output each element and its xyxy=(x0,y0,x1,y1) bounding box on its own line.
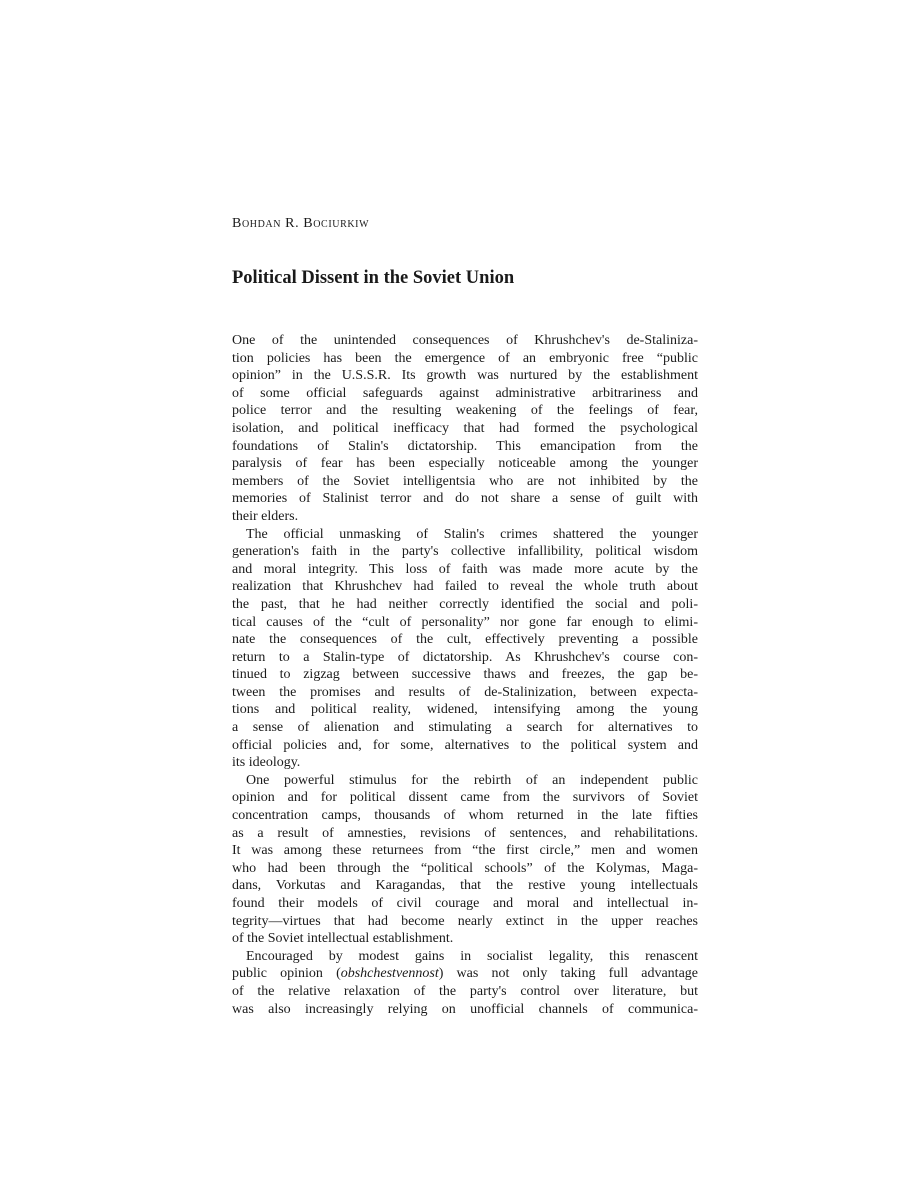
text-line: police terror and the resulting weakening of the feelings of fear, xyxy=(232,403,698,419)
text-line: generation's faith in the party's collective infallibility, political wisdom xyxy=(232,544,698,560)
text-line: Encouraged by modest gains in socialist legality, this renascent xyxy=(246,948,698,964)
text-line: One of the unintended consequences of Khrushchev's de-Staliniza- xyxy=(232,333,698,348)
text-line: of the relative relaxation of the party's control over literature, but xyxy=(232,983,698,999)
text-line: opinion and for political dissent came from the survivors of Soviet xyxy=(232,790,698,806)
text-line: memories of Stalinist terror and do not share a sense of guilt with xyxy=(232,491,698,507)
text-line: as a result of amnesties, revisions of sentences, and rehabilitations. xyxy=(232,825,698,841)
article-body xyxy=(232,332,698,1018)
text-line: return to a Stalin-type of dictatorship. As Khrushchev's course con- xyxy=(232,649,698,665)
text-line: tween the promises and results of de-Stalinization, between expecta- xyxy=(232,684,698,700)
text-line: dans, Vorkutas and Karagandas, that the restive young intellectuals xyxy=(232,878,698,894)
text-line: tions and political reality, widened, intensifying among the young xyxy=(232,702,698,718)
article-title: Political Dissent in the Soviet Union xyxy=(232,268,515,288)
text-line: was also increasingly relying on unofficial channels of communica- xyxy=(232,1001,698,1017)
text-line: their elders. xyxy=(232,508,299,524)
text-line: realization that Khrushchev had failed to reveal the whole truth about xyxy=(232,579,698,595)
text-line: concentration camps, thousands of whom returned in the late fifties xyxy=(232,808,698,824)
text-line: a sense of alienation and stimulating a search for alternatives to xyxy=(232,720,698,736)
text-line xyxy=(232,965,698,983)
text-line: opinion” in the U.S.S.R. Its growth was nurtured by the establishment xyxy=(232,368,698,384)
italic-term: obshchestvennost xyxy=(340,966,439,982)
text-line: paralysis of fear has been especially noticeable among the younger xyxy=(232,456,698,472)
text-line: and moral integrity. This loss of faith was made more acute by the xyxy=(232,561,698,577)
text-segment: ) was not only taking full advantage xyxy=(438,966,698,982)
text-line: It was among these returnees from “the first circle,” men and women xyxy=(232,843,698,859)
text-line: of the Soviet intellectual establishment. xyxy=(232,931,454,947)
text-line: nate the consequences of the cult, effectively preventing a possible xyxy=(232,632,698,648)
text-line: who had been through the “political schools” of the Kolymas, Maga- xyxy=(232,860,698,876)
text-line: The official unmasking of Stalin's crimes shattered the younger xyxy=(246,526,698,542)
author-name: Bohdan R. Bociurkiw xyxy=(232,216,370,231)
text-line: tical causes of the “cult of personality” nor gone far enough to elimi- xyxy=(232,614,698,630)
text-segment: public opinion ( xyxy=(232,966,341,982)
text-line: isolation, and political inefficacy that had formed the psychological xyxy=(232,420,698,436)
text-line: One powerful stimulus for the rebirth of an independent public xyxy=(246,772,698,788)
text-line: tinued to zigzag between successive thaws and freezes, the gap be- xyxy=(232,667,698,683)
text-line: tegrity—virtues that had become nearly extinct in the upper reaches xyxy=(232,913,698,929)
text-line: its ideology. xyxy=(232,755,301,771)
text-line: tion policies has been the emergence of an embryonic free “public xyxy=(232,350,698,366)
text-line: foundations of Stalin's dictatorship. This emancipation from the xyxy=(232,438,698,454)
text-line: the past, that he had neither correctly identified the social and poli- xyxy=(232,596,698,612)
text-line: of some official safeguards against administrative arbitrariness and xyxy=(232,385,698,401)
text-line: official policies and, for some, alternatives to the political system and xyxy=(232,737,698,753)
text-line: members of the Soviet intelligentsia who are not inhibited by the xyxy=(232,473,698,489)
text-line: found their models of civil courage and moral and intellectual in- xyxy=(232,896,698,911)
